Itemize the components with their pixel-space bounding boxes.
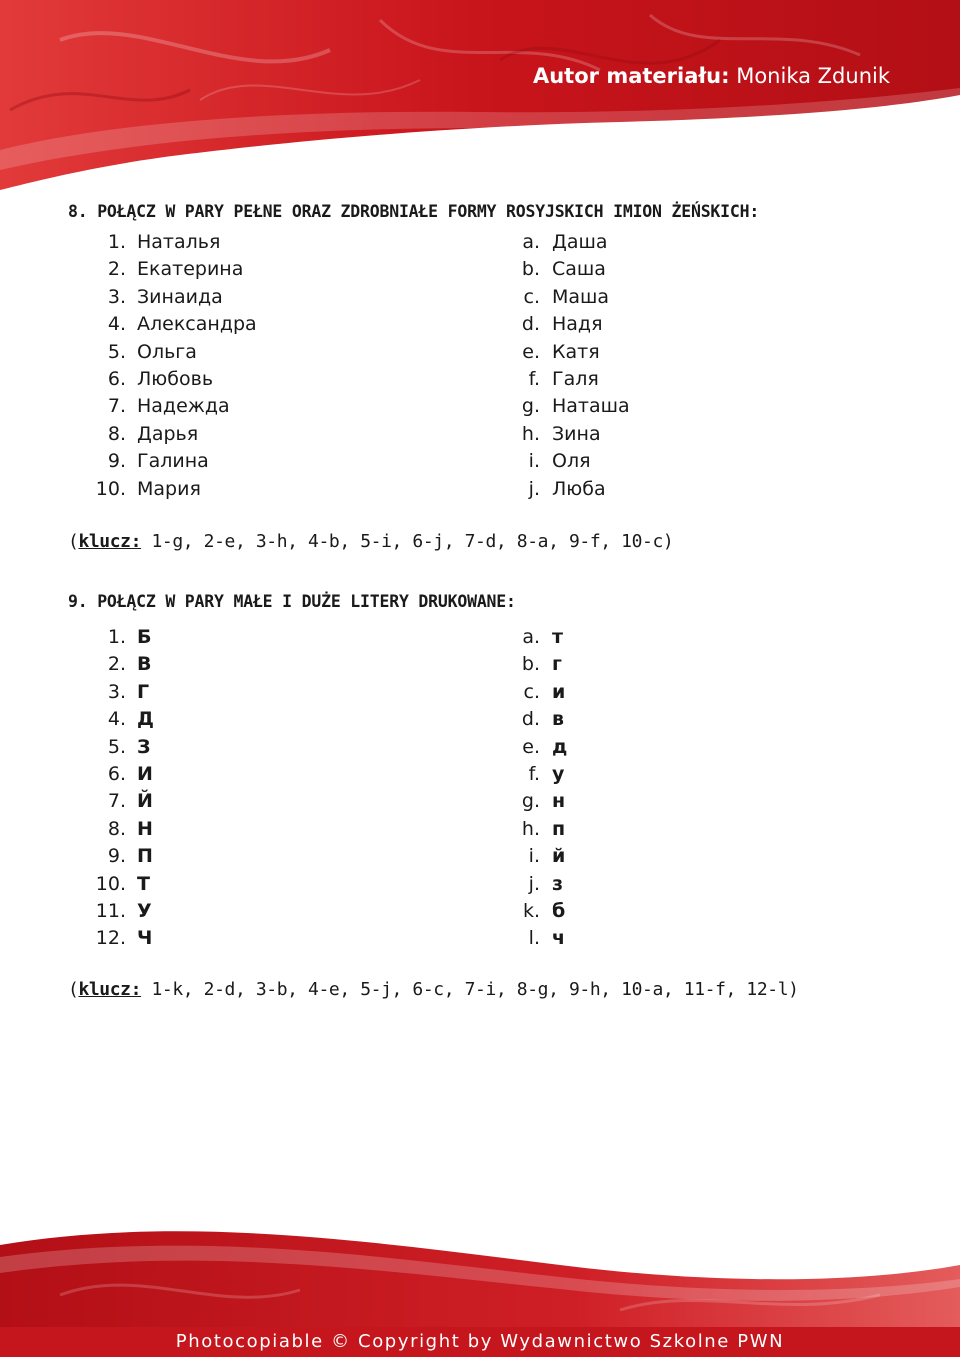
- lowercase-letter: п: [552, 817, 566, 840]
- uppercase-letter: В: [137, 653, 152, 676]
- item-letter: e.: [522, 340, 540, 363]
- item-letter: e.: [522, 735, 540, 758]
- uppercase-letter: У: [137, 900, 152, 922]
- uppercase-letter: Д: [137, 708, 154, 731]
- lowercase-letter: г: [552, 653, 562, 676]
- item-number: 3.: [107, 680, 126, 703]
- item-letter: d.: [521, 313, 540, 336]
- key-value: 1-g, 2-e, 3-h, 4-b, 5-i, 6-j, 7-d, 8-a, 9-f, 10-c): [141, 531, 674, 552]
- diminutive-name: Саша: [552, 258, 606, 281]
- lowercase-letter: и: [552, 680, 566, 703]
- item-letter: j.: [528, 872, 540, 895]
- lowercase-letter: з: [552, 872, 564, 895]
- list-item: [0, 341, 960, 368]
- item-letter: g.: [521, 790, 540, 813]
- item-letter: l.: [528, 927, 540, 950]
- diminutive-name: Галя: [552, 368, 599, 390]
- item-letter: h.: [521, 817, 540, 840]
- item-letter: j.: [528, 477, 540, 500]
- item-letter: a.: [522, 626, 540, 648]
- item-letter: a.: [522, 231, 540, 253]
- uppercase-letter: Г: [137, 680, 150, 703]
- item-number: 7.: [107, 790, 126, 813]
- full-name: Екатерина: [137, 258, 244, 281]
- uppercase-letter: И: [137, 763, 153, 785]
- item-number: 9.: [107, 845, 126, 868]
- list-item: [0, 478, 960, 505]
- item-letter: f.: [528, 763, 540, 785]
- item-number: 2.: [107, 653, 126, 676]
- item-number: 8.: [107, 422, 126, 445]
- item-letter: k.: [522, 900, 540, 922]
- list-item: [0, 258, 960, 285]
- list-item: [0, 653, 960, 680]
- key-label: klucz:: [78, 531, 142, 552]
- item-number: 10.: [95, 477, 126, 500]
- item-number: 5.: [107, 735, 126, 758]
- list-item: [0, 790, 960, 817]
- item-number: 7.: [107, 395, 126, 418]
- list-item: [0, 681, 960, 708]
- list-item: [0, 736, 960, 763]
- item-number: 6.: [107, 763, 126, 785]
- list-item: [0, 845, 960, 872]
- list-item: [0, 900, 960, 927]
- list-item: [0, 708, 960, 735]
- item-number: 5.: [107, 340, 126, 363]
- uppercase-letter: П: [137, 845, 153, 868]
- list-item: [0, 423, 960, 450]
- list-item: [0, 286, 960, 313]
- list-item: [0, 927, 960, 954]
- item-number: 9.: [107, 450, 126, 473]
- item-number: 4.: [107, 313, 126, 336]
- list-item: [0, 626, 960, 653]
- full-name: Зинаида: [137, 285, 223, 308]
- key-open-paren: (: [68, 531, 79, 552]
- lowercase-letter: б: [552, 900, 566, 922]
- full-name: Мария: [137, 477, 201, 500]
- list-item: [0, 395, 960, 422]
- uppercase-letter: Й: [137, 790, 153, 813]
- item-number: 12.: [95, 927, 126, 950]
- full-name: Александра: [137, 313, 257, 336]
- header-banner: [0, 0, 960, 190]
- item-letter: b.: [521, 258, 540, 281]
- section9-title: 9. POŁĄCZ W PARY MAŁE I DUŻE LITERY DRUKOWANE:: [68, 592, 516, 611]
- uppercase-letter: Б: [137, 626, 152, 648]
- diminutive-name: Катя: [552, 340, 600, 363]
- header-decoration: [0, 0, 960, 190]
- key-value: 1-k, 2-d, 3-b, 4-e, 5-j, 6-c, 7-i, 8-g, 9-h, 10-a, 11-f, 12-l): [141, 979, 799, 1000]
- item-number: 11.: [95, 900, 126, 922]
- uppercase-letter: З: [137, 735, 151, 758]
- section8-answer-key: [68, 531, 673, 552]
- author-name: Monika Zdunik: [736, 64, 890, 88]
- item-letter: h.: [521, 422, 540, 445]
- section8-title: 8. POŁĄCZ W PARY PEŁNE ORAZ ZDROBNIAŁE FORMY ROSYJSKICH IMION ŻEŃSKICH:: [68, 202, 760, 221]
- author-credit: [533, 64, 890, 88]
- key-open-paren: (: [68, 979, 79, 1000]
- diminutive-name: Надя: [552, 313, 603, 336]
- item-number: 6.: [107, 368, 126, 390]
- diminutive-name: Маша: [552, 285, 610, 308]
- lowercase-letter: й: [552, 845, 566, 868]
- lowercase-letter: ч: [552, 927, 566, 950]
- lowercase-letter: н: [552, 790, 566, 813]
- full-name: Ольга: [137, 340, 197, 363]
- key-label: klucz:: [78, 979, 142, 1000]
- item-letter: d.: [521, 708, 540, 731]
- item-number: 1.: [107, 231, 126, 253]
- item-letter: c.: [523, 285, 540, 308]
- lowercase-letter: в: [552, 708, 565, 731]
- lowercase-letter: у: [552, 763, 565, 785]
- author-label: Autor materiału:: [532, 64, 730, 88]
- lowercase-letter: т: [552, 626, 564, 648]
- item-letter: b.: [521, 653, 540, 676]
- section9-answer-key: [68, 979, 799, 1000]
- item-number: 4.: [107, 708, 126, 731]
- diminutive-name: Наташа: [552, 395, 630, 418]
- item-letter: i.: [528, 845, 540, 868]
- list-item: [0, 818, 960, 845]
- full-name: Надежда: [137, 395, 230, 418]
- list-item: [0, 313, 960, 340]
- item-number: 10.: [95, 872, 126, 895]
- full-name: Дарья: [137, 422, 199, 445]
- item-number: 2.: [107, 258, 126, 281]
- full-name: Любовь: [137, 368, 214, 390]
- uppercase-letter: Ч: [137, 927, 153, 950]
- item-letter: c.: [523, 680, 540, 703]
- item-number: 3.: [107, 285, 126, 308]
- list-item: [0, 231, 960, 258]
- diminutive-name: Оля: [552, 450, 591, 473]
- uppercase-letter: Н: [137, 817, 153, 840]
- diminutive-name: Зина: [552, 422, 601, 445]
- item-letter: f.: [528, 368, 540, 390]
- diminutive-name: Даша: [552, 231, 608, 253]
- list-item: [0, 368, 960, 395]
- copyright-text: Photocopiable © Copyright by Wydawnictwo Szkolne PWN: [175, 1331, 785, 1352]
- list-item: [0, 873, 960, 900]
- item-letter: i.: [528, 450, 540, 473]
- lowercase-letter: д: [552, 735, 568, 758]
- uppercase-letter: Т: [137, 872, 150, 895]
- diminutive-name: Люба: [552, 477, 606, 500]
- list-item: [0, 450, 960, 477]
- item-number: 1.: [107, 626, 126, 648]
- footer-decoration: [0, 1195, 960, 1330]
- full-name: Наталья: [137, 231, 221, 253]
- item-number: 8.: [107, 817, 126, 840]
- list-item: [0, 763, 960, 790]
- item-letter: g.: [521, 395, 540, 418]
- full-name: Галина: [137, 450, 209, 473]
